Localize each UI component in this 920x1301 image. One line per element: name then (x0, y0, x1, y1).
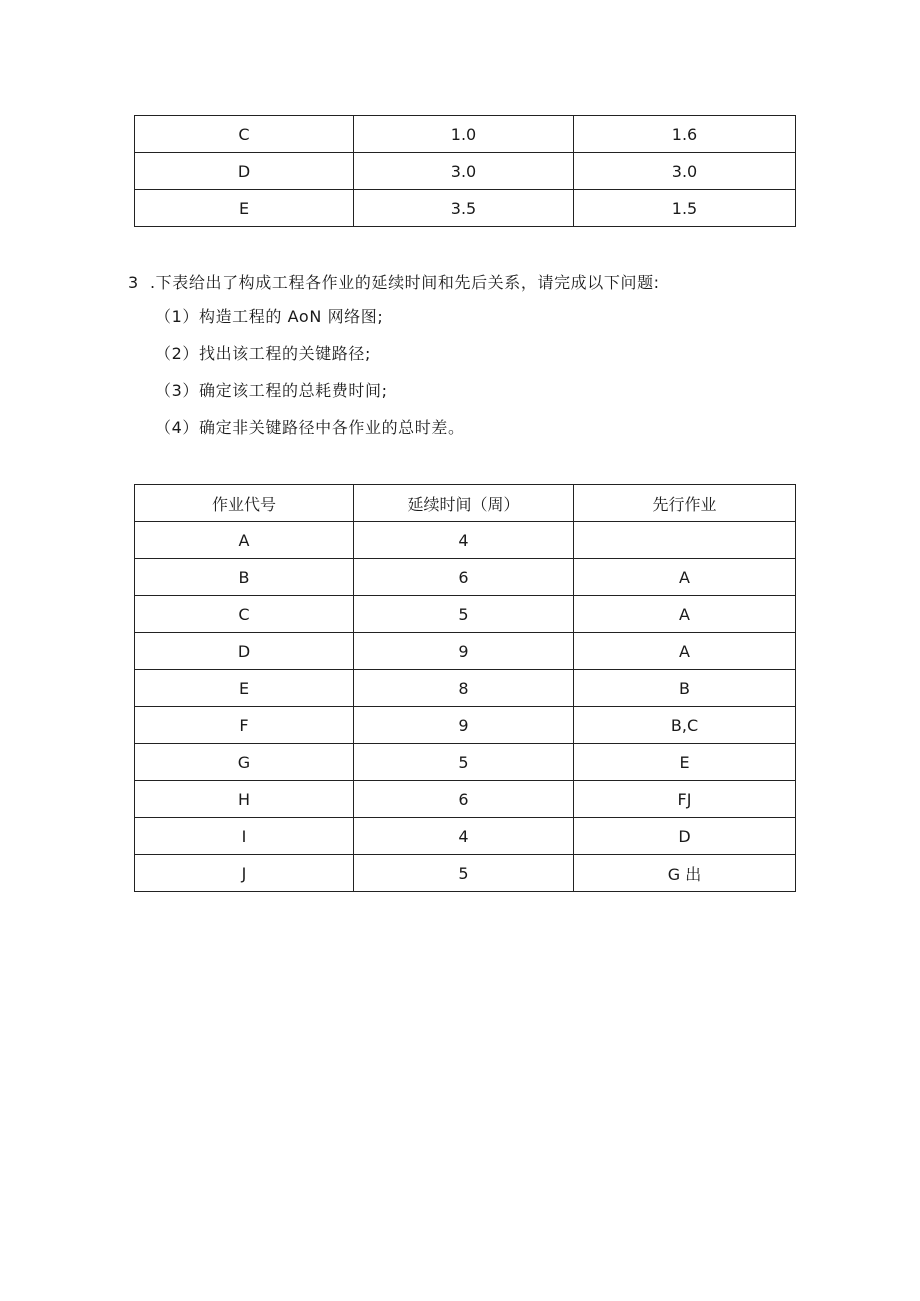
table-cell: C (135, 596, 354, 633)
table-cell: 4 (354, 818, 574, 855)
table-row (135, 153, 796, 190)
subitem-3: （3）确定该工程的总耗费时间; (155, 381, 388, 400)
table-cell: 5 (354, 596, 574, 633)
table-cell: E (574, 744, 796, 781)
table-cell: H (135, 781, 354, 818)
table-row (135, 707, 796, 744)
table-row (135, 781, 796, 818)
question-prompt (128, 272, 660, 294)
table-cell: A (574, 633, 796, 670)
table-row (135, 596, 796, 633)
table-cell: 4 (354, 522, 574, 559)
table-cell: A (135, 522, 354, 559)
question-text: .下表给出了构成工程各作业的延续时间和先后关系，请完成以下问题: (150, 273, 660, 292)
header-predecessors: 先行作业 (574, 485, 796, 522)
table-cell: 6 (354, 781, 574, 818)
table-cell: I (135, 818, 354, 855)
activity-table (134, 484, 796, 892)
table-cell: 3.0 (354, 153, 574, 190)
table-cell: E (135, 190, 354, 227)
table-row (135, 744, 796, 781)
table-row (135, 116, 796, 153)
table-cell (574, 522, 796, 559)
table-cell: A (574, 559, 796, 596)
table-header-row (135, 485, 796, 522)
subitem-1: （1）构造工程的 AoN 网络图; (155, 307, 384, 326)
table-row (135, 633, 796, 670)
table-cell: 8 (354, 670, 574, 707)
table-row (135, 559, 796, 596)
table-row (135, 670, 796, 707)
subitem-4: （4）确定非关键路径中各作业的总时差。 (155, 418, 465, 437)
table-row (135, 522, 796, 559)
table-cell: B (135, 559, 354, 596)
table-cell: 1.5 (574, 190, 796, 227)
table-cell: C (135, 116, 354, 153)
table-cell: D (574, 818, 796, 855)
table-cell: A (574, 596, 796, 633)
table-cell: J (135, 855, 354, 892)
table-cell: B (574, 670, 796, 707)
subitem-2: （2）找出该工程的关键路径; (155, 344, 371, 363)
table-cell: 9 (354, 707, 574, 744)
table-cell: 9 (354, 633, 574, 670)
table-row (135, 855, 796, 892)
table-cell: 1.0 (354, 116, 574, 153)
header-activity-code: 作业代号 (135, 485, 354, 522)
table-cell: D (135, 633, 354, 670)
data-table-top (134, 115, 796, 227)
table-row (135, 190, 796, 227)
table-cell: F (135, 707, 354, 744)
table-cell: E (135, 670, 354, 707)
table-cell: FJ (574, 781, 796, 818)
table-cell: G 出 (574, 855, 796, 892)
table-cell: 1.6 (574, 116, 796, 153)
table-cell: G (135, 744, 354, 781)
question-number: 3 (128, 273, 139, 292)
table-cell: 3.5 (354, 190, 574, 227)
table-cell: B,C (574, 707, 796, 744)
table-cell: 6 (354, 559, 574, 596)
table-cell: 3.0 (574, 153, 796, 190)
table-cell: D (135, 153, 354, 190)
table-cell: 5 (354, 744, 574, 781)
table-row (135, 818, 796, 855)
question-subitems (155, 306, 465, 454)
header-duration: 延续时间（周） (354, 485, 574, 522)
table-cell: 5 (354, 855, 574, 892)
